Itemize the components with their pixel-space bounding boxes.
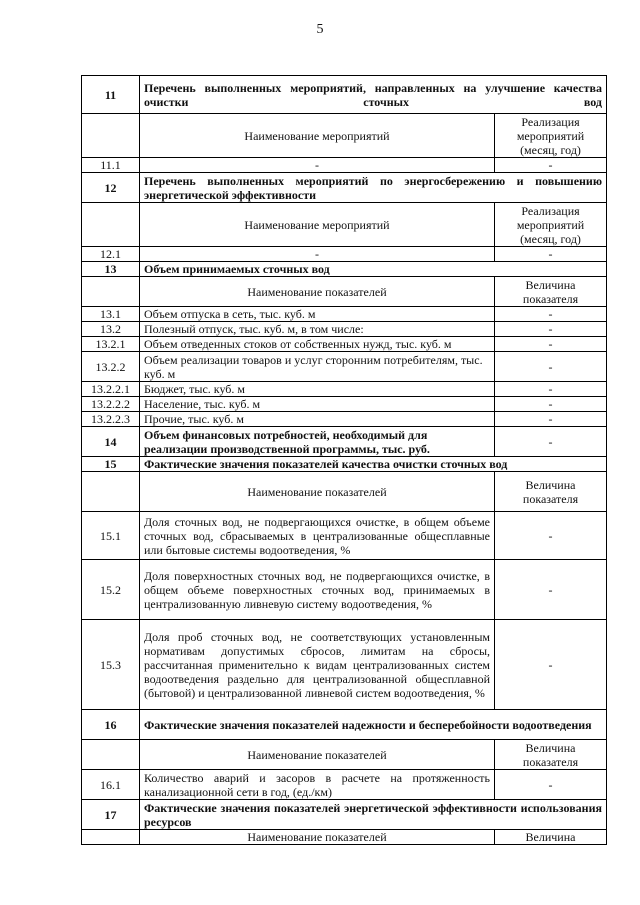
column-header-row — [82, 740, 607, 770]
table-row — [82, 247, 607, 262]
section-title: Перечень выполненных мероприятий, направленных на улучшение качества очистки сточных вод — [140, 76, 607, 114]
table-row — [82, 307, 607, 322]
column-header-value: Реализация мероприятий (месяц, год) — [495, 203, 607, 247]
section-header — [82, 800, 607, 830]
program-table — [81, 75, 607, 845]
column-header-name: Наименование мероприятий — [140, 114, 495, 158]
row-name: Объем отпуска в сеть, тыс. куб. м — [140, 307, 495, 322]
table-row — [82, 337, 607, 352]
empty-cell — [82, 740, 140, 770]
row-number: 16.1 — [82, 770, 140, 800]
row-value: - — [495, 322, 607, 337]
row-number: 15.2 — [82, 560, 140, 620]
table-row — [82, 770, 607, 800]
row-name: Доля проб сточных вод, не соответствующих установленным нормативам допустимых сбросов, лимитам на сбросы, рассчитанная применительно к видам централизованных систем водоотведения раздельно для централизованной общесплавной (бытовой) и централизованной ливневой систем водоотведения, % — [140, 620, 495, 710]
row-value: - — [495, 397, 607, 412]
section-title: Перечень выполненных мероприятий по энергосбережению и повышению энергетической эффективности — [140, 173, 607, 203]
column-header-row — [82, 114, 607, 158]
row-value: - — [495, 412, 607, 427]
column-header-row — [82, 830, 607, 845]
row-value: - — [495, 337, 607, 352]
column-header-row — [82, 472, 607, 512]
page-number: 5 — [316, 22, 324, 37]
row-name: Полезный отпуск, тыс. куб. м, в том числе: — [140, 322, 495, 337]
section-header — [82, 457, 607, 472]
section-number: 17 — [82, 800, 140, 830]
empty-cell — [82, 277, 140, 307]
section-header — [82, 710, 607, 740]
row-number: 15.3 — [82, 620, 140, 710]
column-header-value: Величина показателя — [495, 472, 607, 512]
empty-cell — [82, 830, 140, 845]
table-row — [82, 397, 607, 412]
row-name: Доля сточных вод, не подвергающихся очистке, в общем объеме сточных вод, сбрасываемых в централизованные общесплавные или бытовые системы водоотведения, % — [140, 512, 495, 560]
column-header-value: Величина показателя — [495, 740, 607, 770]
table-row — [82, 560, 607, 620]
row-name: - — [140, 247, 495, 262]
column-header-value: Реализация мероприятий (месяц, год) — [495, 114, 607, 158]
column-header-name: Наименование показателей — [140, 740, 495, 770]
row-name: Количество аварий и засоров в расчете на протяженность канализационной сети в год, (ед./км) — [140, 770, 495, 800]
empty-cell — [82, 114, 140, 158]
column-header-name: Наименование показателей — [140, 277, 495, 307]
row-value: - — [495, 382, 607, 397]
row-name: Объем отведенных стоков от собственных нужд, тыс. куб. м — [140, 337, 495, 352]
section-number: 16 — [82, 710, 140, 740]
section-number: 12 — [82, 173, 140, 203]
section-number: 13 — [82, 262, 140, 277]
table-row — [82, 158, 607, 173]
empty-cell — [82, 203, 140, 247]
section-number: 11 — [82, 76, 140, 114]
row-value: - — [495, 620, 607, 710]
section-header — [82, 262, 607, 277]
row-value: - — [495, 307, 607, 322]
empty-cell — [82, 472, 140, 512]
row-value: - — [495, 512, 607, 560]
table-row — [82, 412, 607, 427]
table-row — [82, 512, 607, 560]
row-value: - — [495, 158, 607, 173]
column-header-value: Величина — [495, 830, 607, 845]
section-title: Объем финансовых потребностей, необходимый для реализации производственной программы, тыс. руб. — [140, 427, 495, 457]
row-number: 13.1 — [82, 307, 140, 322]
column-header-name: Наименование показателей — [140, 830, 495, 845]
table-row — [82, 382, 607, 397]
section-header — [82, 76, 607, 114]
table-row — [82, 352, 607, 382]
section-title: Фактические значения показателей качества очистки сточных вод — [140, 457, 607, 472]
section-number: 15 — [82, 457, 140, 472]
row-value: - — [495, 352, 607, 382]
row-number: 13.2.2.2 — [82, 397, 140, 412]
column-header-value: Величина показателя — [495, 277, 607, 307]
section-number: 14 — [82, 427, 140, 457]
column-header-name: Наименование показателей — [140, 472, 495, 512]
row-number: 12.1 — [82, 247, 140, 262]
row-value: - — [495, 427, 607, 457]
row-number: 15.1 — [82, 512, 140, 560]
row-value: - — [495, 247, 607, 262]
column-header-name: Наименование мероприятий — [140, 203, 495, 247]
section-title: Фактические значения показателей энергетической эффективности использования ресурсов — [140, 800, 607, 830]
section-header — [82, 427, 607, 457]
table-row — [82, 620, 607, 710]
row-name: Доля поверхностных сточных вод, не подвергающихся очистке, в общем объеме поверхностных сточных вод, принимаемых в централизованную ливневую систему водоотведения, % — [140, 560, 495, 620]
column-header-row — [82, 277, 607, 307]
row-name: Прочие, тыс. куб. м — [140, 412, 495, 427]
section-header — [82, 173, 607, 203]
row-name: Объем реализации товаров и услуг сторонним потребителям, тыс. куб. м — [140, 352, 495, 382]
row-number: 11.1 — [82, 158, 140, 173]
row-name: Население, тыс. куб. м — [140, 397, 495, 412]
row-number: 13.2.2.1 — [82, 382, 140, 397]
column-header-row — [82, 203, 607, 247]
row-value: - — [495, 560, 607, 620]
section-title: Фактические значения показателей надежности и бесперебойности водоотведения — [140, 710, 607, 740]
row-number: 13.2 — [82, 322, 140, 337]
row-number: 13.2.2 — [82, 352, 140, 382]
table-row — [82, 322, 607, 337]
row-name: Бюджет, тыс. куб. м — [140, 382, 495, 397]
row-number: 13.2.2.3 — [82, 412, 140, 427]
row-name: - — [140, 158, 495, 173]
row-number: 13.2.1 — [82, 337, 140, 352]
section-title: Объем принимаемых сточных вод — [140, 262, 607, 277]
row-value: - — [495, 770, 607, 800]
